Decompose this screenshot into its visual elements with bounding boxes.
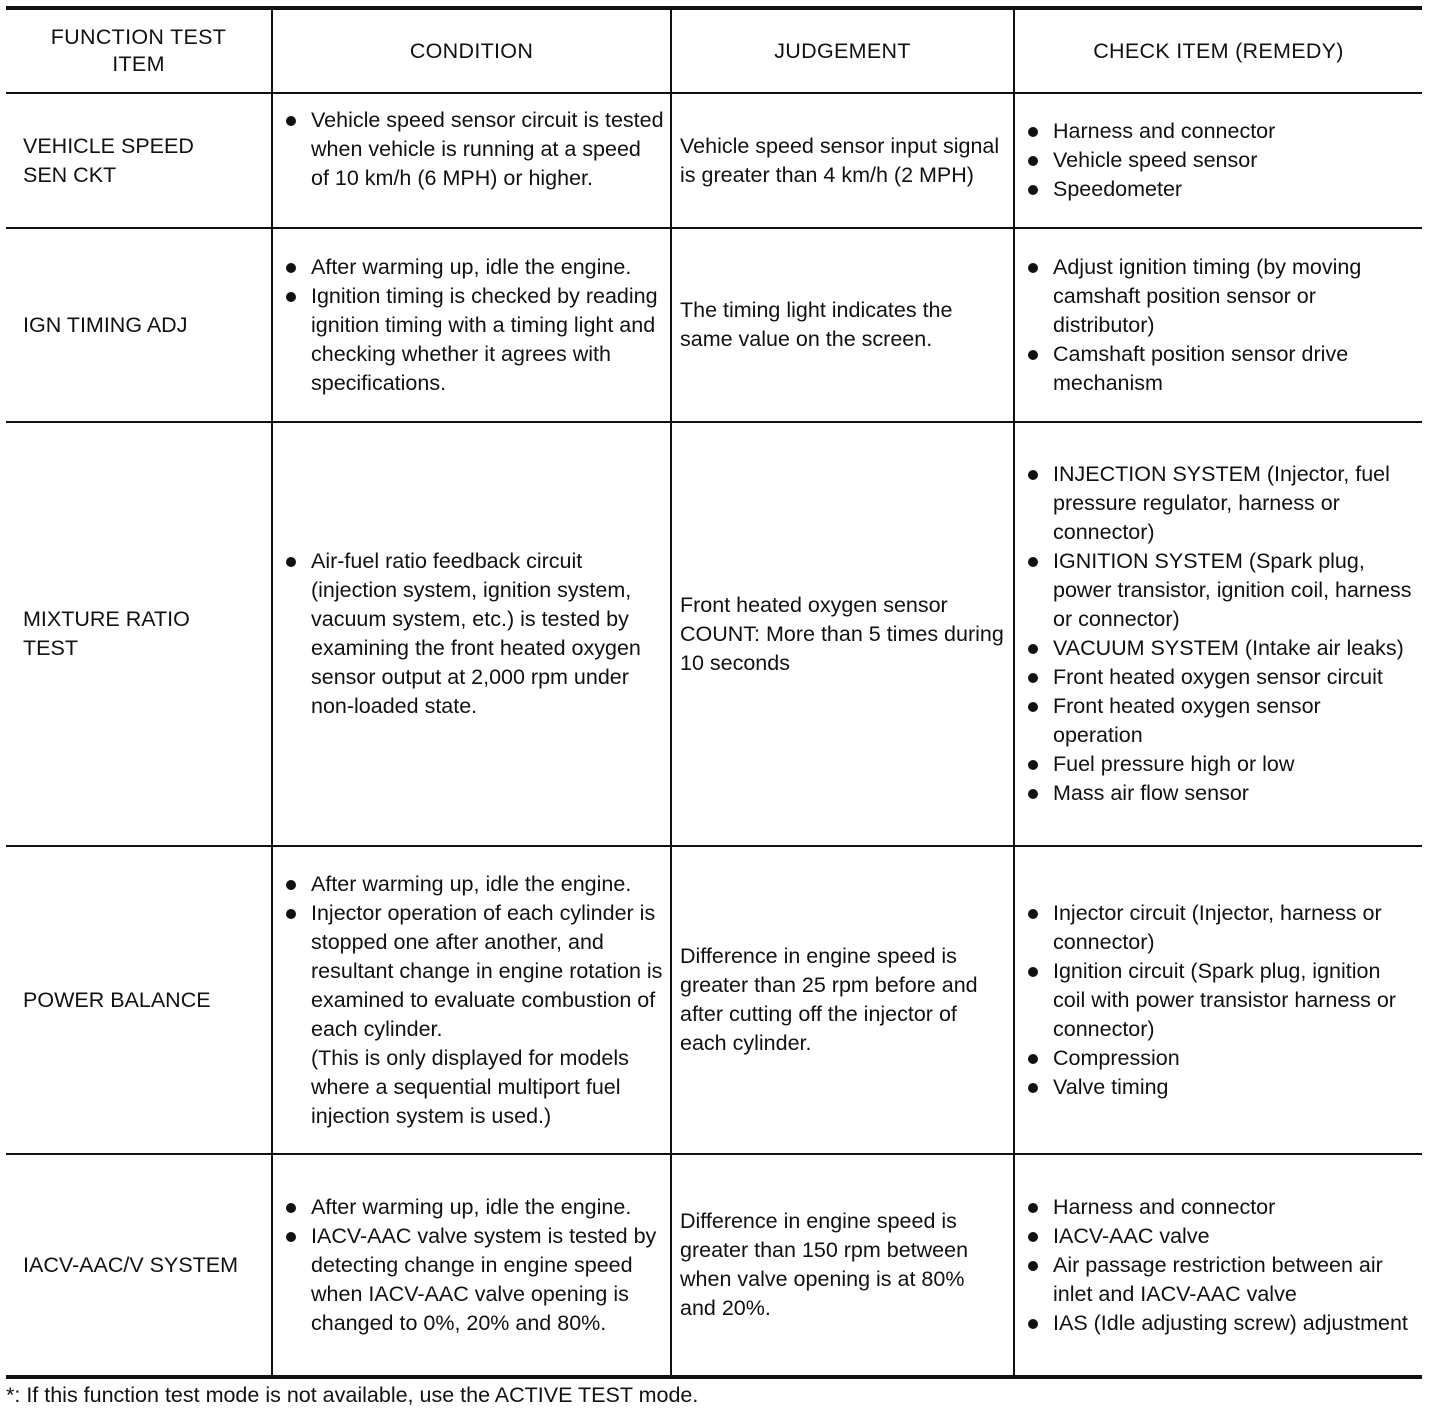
cell-condition xyxy=(272,1154,671,1377)
check-item-bullet: Ignition circuit (Spark plug, ignition coil with power transistor harness or connector) xyxy=(1025,957,1416,1044)
check-item-bullet: IGNITION SYSTEM (Spark plug, power transistor, ignition coil, harness or connector) xyxy=(1025,547,1416,634)
cell-judgement xyxy=(671,228,1014,422)
check-item-bullet: IAS (Idle adjusting screw) adjustment xyxy=(1025,1309,1416,1338)
cell-condition xyxy=(272,422,671,846)
header-label: FUNCTION TEST ITEM xyxy=(50,25,227,76)
cell-function-test-item xyxy=(6,228,272,422)
check-item-bullet: INJECTION SYSTEM (Injector, fuel pressure regulator, harness or connector) xyxy=(1025,460,1416,547)
function-test-item-label: MIXTURE RATIO TEST xyxy=(23,607,190,660)
check-item-bullet: Harness and connector xyxy=(1025,1193,1416,1222)
check-item-bullet: Front heated oxygen sensor operation xyxy=(1025,692,1416,750)
cell-check-item xyxy=(1014,1154,1422,1377)
check-item-bullet: IACV-AAC valve xyxy=(1025,1222,1416,1251)
header-label: JUDGEMENT xyxy=(774,38,911,63)
table-header-row xyxy=(6,8,1422,93)
check-item-bullet: Camshaft position sensor drive mechanism xyxy=(1025,340,1416,398)
cell-condition xyxy=(272,846,671,1154)
function-test-document xyxy=(6,6,1422,1379)
check-item-bullet: Mass air flow sensor xyxy=(1025,779,1416,808)
judgement-text: Front heated oxygen sensor COUNT: More than 5 times during 10 seconds xyxy=(680,592,1004,675)
cell-function-test-item xyxy=(6,1154,272,1377)
check-item-bullet: Front heated oxygen sensor circuit xyxy=(1025,663,1416,692)
check-item-bullet: Harness and connector xyxy=(1025,117,1416,146)
header-label: CONDITION xyxy=(409,38,534,63)
judgement-text: The timing light indicates the same value on the screen. xyxy=(680,298,953,351)
header-label: CHECK ITEM (REMEDY) xyxy=(1093,38,1344,63)
table-row xyxy=(6,1154,1422,1377)
header-check-item xyxy=(1014,8,1422,93)
condition-bullet: After warming up, idle the engine. xyxy=(283,253,664,282)
cell-function-test-item xyxy=(6,422,272,846)
function-test-item-label: VEHICLE SPEED SEN CKT xyxy=(23,133,194,187)
condition-bullet: Air-fuel ratio feedback circuit (injection system, ignition system, vacuum system, etc.) is tested by examining the front heated oxygen sensor output at 2,000 rpm under non-loaded state. xyxy=(283,547,664,721)
condition-list xyxy=(283,547,664,721)
cell-judgement xyxy=(671,846,1014,1154)
cell-check-item xyxy=(1014,422,1422,846)
function-test-item-label: POWER BALANCE xyxy=(23,987,211,1012)
judgement-text: Difference in engine speed is greater than 25 rpm before and after cutting off the injector of each cylinder. xyxy=(680,944,978,1055)
table-row xyxy=(6,93,1422,228)
condition-bullet: Injector operation of each cylinder is stopped one after another, and resultant change in engine rotation is examined to evaluate combustion of each cylinder. (This is only displayed for models where a sequential multiport fuel injection system is used.) xyxy=(283,899,664,1131)
check-item-list xyxy=(1025,899,1416,1102)
check-item-bullet: Fuel pressure high or low xyxy=(1025,750,1416,779)
check-item-bullet: Adjust ignition timing (by moving camshaft position sensor or distributor) xyxy=(1025,253,1416,340)
cell-function-test-item xyxy=(6,93,272,228)
table-row xyxy=(6,846,1422,1154)
cell-condition xyxy=(272,93,671,228)
table-row xyxy=(6,228,1422,422)
check-item-list xyxy=(1025,117,1416,204)
condition-list xyxy=(283,253,664,398)
condition-bullet: Vehicle speed sensor circuit is tested when vehicle is running at a speed of 10 km/h (6 MPH) or higher. xyxy=(283,106,664,193)
cell-judgement xyxy=(671,93,1014,228)
condition-list xyxy=(283,106,664,193)
check-item-bullet: Valve timing xyxy=(1025,1073,1416,1102)
table-row xyxy=(6,422,1422,846)
check-item-bullet: Injector circuit (Injector, harness or connector) xyxy=(1025,899,1416,957)
cell-function-test-item xyxy=(6,846,272,1154)
function-test-item-label: IACV-AAC/V SYSTEM xyxy=(23,1252,239,1277)
cell-judgement xyxy=(671,422,1014,846)
condition-bullet: After warming up, idle the engine. xyxy=(283,1193,664,1222)
condition-bullet: IACV-AAC valve system is tested by detecting change in engine speed when IACV-AAC valve opening is changed to 0%, 20% and 80%. xyxy=(283,1222,664,1338)
check-item-list xyxy=(1025,460,1416,808)
check-item-bullet: VACUUM SYSTEM (Intake air leaks) xyxy=(1025,634,1416,663)
check-item-bullet: Air passage restriction between air inlet and IACV-AAC valve xyxy=(1025,1251,1416,1309)
cell-check-item xyxy=(1014,93,1422,228)
check-item-bullet: Speedometer xyxy=(1025,175,1416,204)
header-condition xyxy=(272,8,671,93)
condition-list xyxy=(283,870,664,1131)
check-item-bullet: Compression xyxy=(1025,1044,1416,1073)
check-item-bullet: Vehicle speed sensor xyxy=(1025,146,1416,175)
cell-check-item xyxy=(1014,228,1422,422)
function-test-table xyxy=(6,6,1422,1379)
condition-list xyxy=(283,1193,664,1338)
cell-condition xyxy=(272,228,671,422)
header-function-test-item xyxy=(6,8,272,93)
cell-judgement xyxy=(671,1154,1014,1377)
function-test-item-label: IGN TIMING ADJ xyxy=(23,312,188,337)
condition-bullet: Ignition timing is checked by reading ignition timing with a timing light and checking whether it agrees with specifications. xyxy=(283,282,664,398)
check-item-list xyxy=(1025,253,1416,398)
check-item-list xyxy=(1025,1193,1416,1338)
judgement-text: Difference in engine speed is greater than 150 rpm between when valve opening is at 80% and 20%. xyxy=(680,1209,969,1320)
judgement-text: Vehicle speed sensor input signal is greater than 4 km/h (2 MPH) xyxy=(680,133,1000,187)
header-judgement xyxy=(671,8,1014,93)
footnote: *: If this function test mode is not available, use the ACTIVE TEST mode. xyxy=(6,1383,699,1407)
condition-bullet: After warming up, idle the engine. xyxy=(283,870,664,899)
cell-check-item xyxy=(1014,846,1422,1154)
